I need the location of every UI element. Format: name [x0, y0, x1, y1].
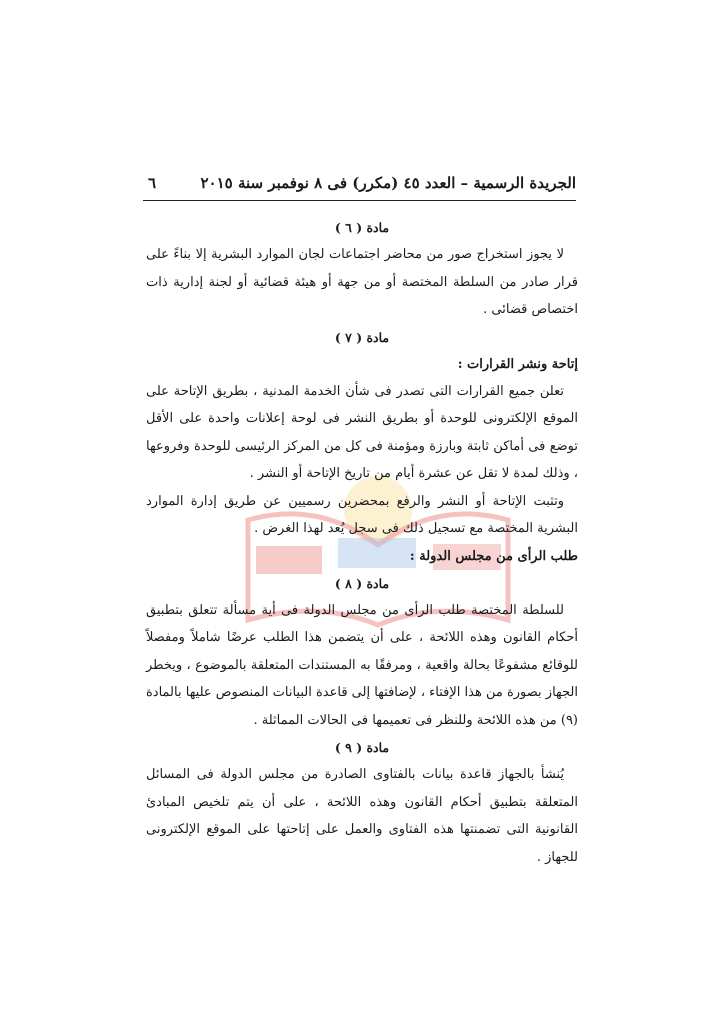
- header-divider: [143, 200, 576, 201]
- article-9-text: يُنشأ بالجهاز قاعدة بيانات بالفتاوى الصادرة من مجلس الدولة فى المسائل المتعلقة بتطبيق أحكام القانون وهذه اللائحة ، على أن يتم تلخيص المبادئ القانونية التى تضمنتها هذه الفتاوى والعمل على إتاحتها على الموقع الإلكترونى للجهاز .: [146, 767, 578, 865]
- article-8-title: مادة ( ٨ ): [334, 575, 390, 591]
- article-6-title: مادة ( ٦ ): [334, 220, 390, 235]
- article-7-paragraph-1: تعلن جميع القرارات التى تصدر فى شأن الخدمة المدنية ، بطريق الإتاحة على الموقع الإلكترونى للوحدة أو بطريق النشر فى لوحة إعلانات واحدة على الأقل توضع فى أماكن ثابتة وبارزة ومؤمنة فى كل من المركز الرئيسى للوحدة وفروعها ، وذلك لمدة لا تقل عن عشرة أيام من تاريخ الإتاحة أو النشر .: [146, 383, 578, 481]
- article-7-title: مادة ( ٧ ): [334, 329, 390, 345]
- article-8-text: للسلطة المختصة طلب الرأى من مجلس الدولة فى أية مسألة تتعلق بتطبيق أحكام القانون وهذه اللائحة ، على أن يتضمن هذا الطلب عرضًا شاملاً ومفصلاً للوقائع مشفوعًا بحالة واقعية ، ومرفقًا به المستندات المتعلقة بالموضوع ، ويخطر الجهاز بصورة من هذا الإفتاء ، لإضافتها إلى قاعدة البيانات المنصوص عليها بالمادة (٩) من هذه اللائحة وللنظر فى تعميمها فى الحالات المماثلة .: [145, 602, 578, 728]
- document-body: [146, 214, 578, 871]
- page-header: [148, 170, 576, 196]
- header-title: الجريدة الرسمية – العدد ٤٥ (مكرر) فى ٨ نوفمبر سنة ٢٠١٥: [200, 174, 576, 192]
- state-council-subtitle: طلب الرأى من مجلس الدولة :: [409, 548, 578, 564]
- article-9-title: مادة ( ٩ ): [334, 740, 390, 755]
- page-number: ٦: [148, 174, 157, 192]
- article-7-paragraph-2: وتثبت الإتاحة أو النشر والرفع بمحضرين رسميين عن طريق إدارة الموارد البشرية المختصة مع تسجيل ذلك فى سجل يُعد لهذا الغرض .: [146, 493, 578, 536]
- article-6-text: لا يجوز استخراج صور من محاضر اجتماعات لجان الموارد البشرية إلا بناءً على قرار صادر من السلطة المختصة أو من جهة أو هيئة قضائية أو لجنة إدارية ذات اختصاص قضائى .: [146, 247, 578, 317]
- article-7-subtitle: إتاحة ونشر القرارات :: [457, 356, 578, 372]
